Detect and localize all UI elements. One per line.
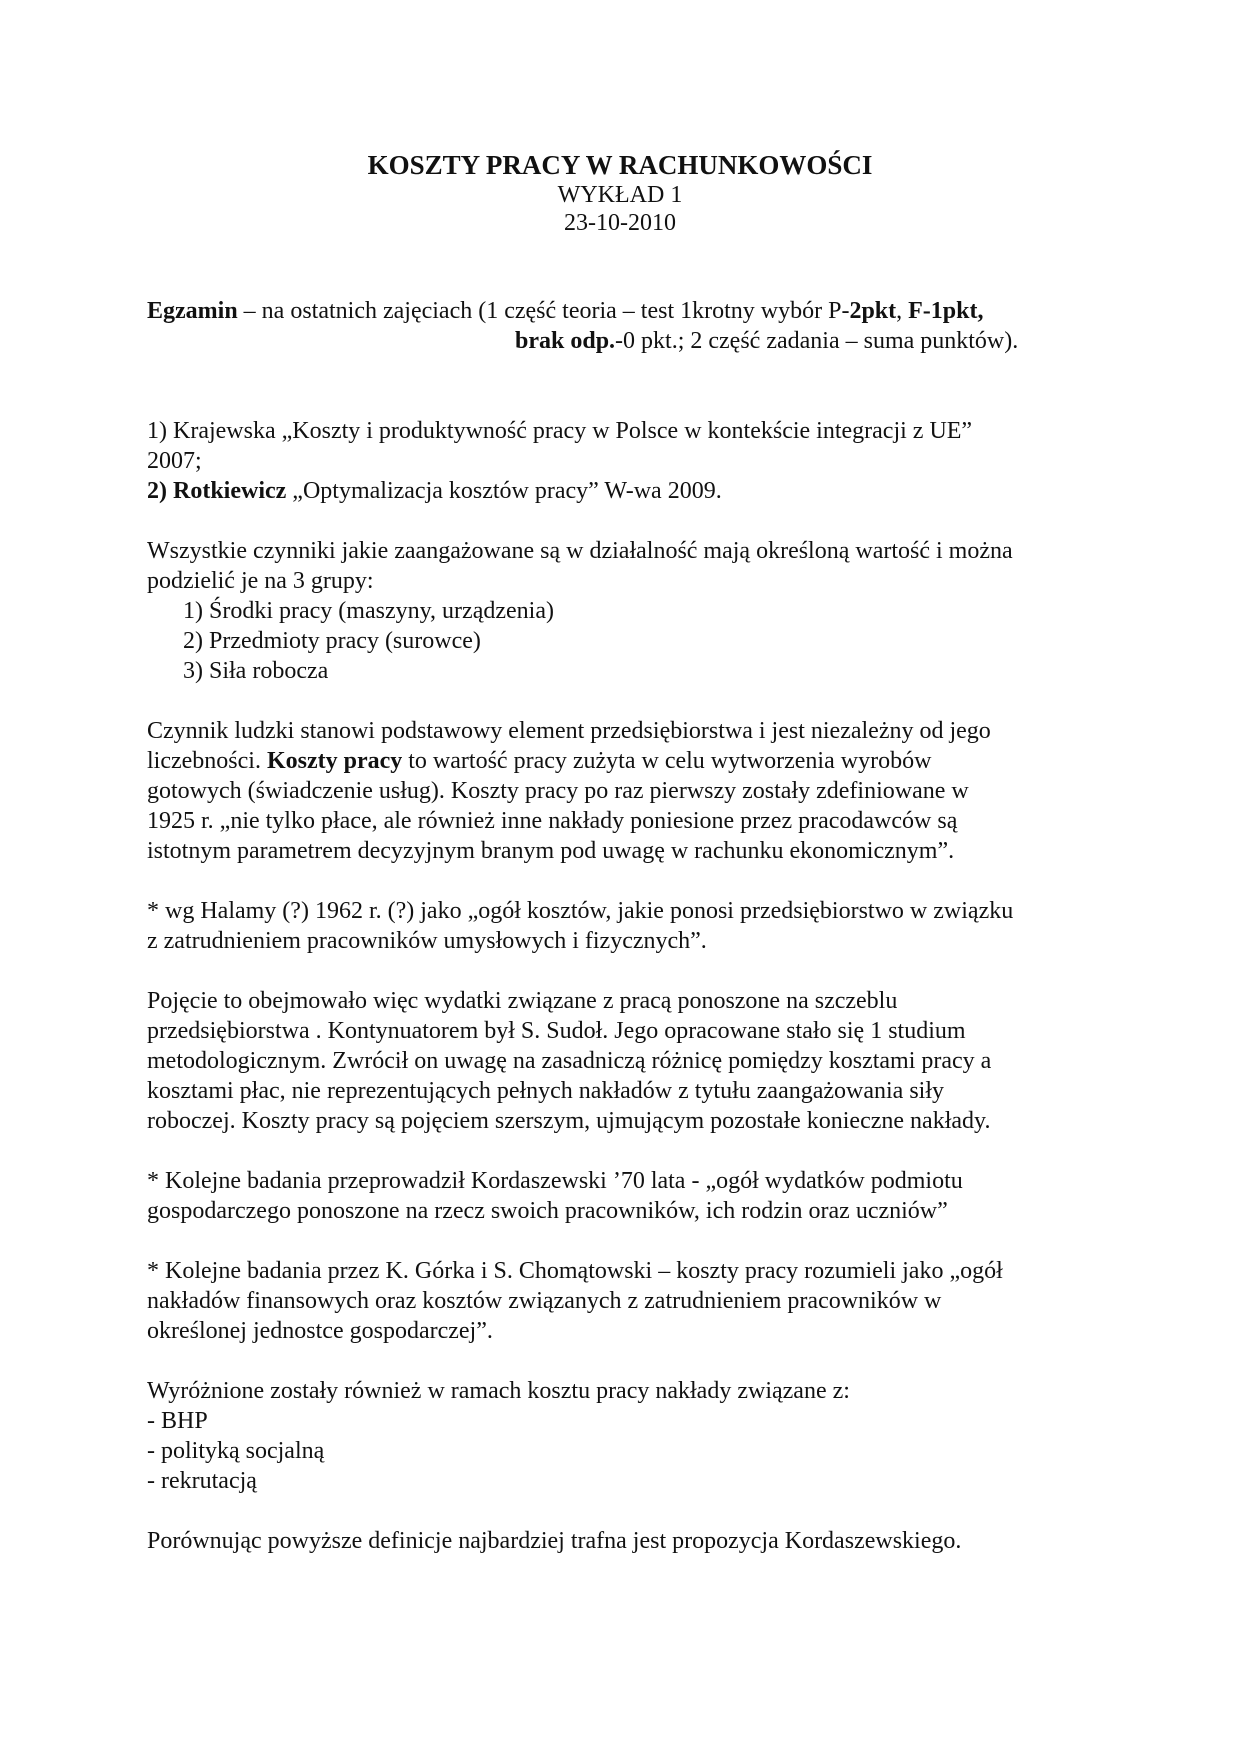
concept-line-4: kosztami płac, nie reprezentujących pełnych nakładów z tytułu zaangażowania siły	[147, 1078, 945, 1104]
exam-line-2	[515, 328, 1018, 355]
concept-line-2: przedsiębiorstwa . Kontynuatorem był S. Sudoł. Jego opracowane stało się 1 studium	[147, 1018, 966, 1044]
human-factor-line-2	[147, 748, 931, 775]
halama-line-2: z zatrudnieniem pracowników umysłowych i fizycznych”.	[147, 928, 707, 954]
factor-item: 3) Siła robocza	[183, 658, 329, 684]
literature-item-2	[147, 478, 722, 505]
literature-item-1-year: 2007;	[147, 448, 202, 474]
human-factor-line-3: gotowych (świadczenie usług). Koszty pracy po raz pierwszy zostały zdefiniowane w	[147, 778, 969, 804]
exam-f-score: F-1pkt,	[908, 298, 984, 324]
factors-intro-line-1: Wszystkie czynniki jakie zaangażowane są w działalność mają określoną wartość i można	[147, 538, 1013, 564]
kordaszewski-line-2: gospodarczego ponoszone na rzecz swoich pracowników, ich rodzin oraz uczniów”	[147, 1198, 948, 1224]
factors-intro-line-2: podzielić je na 3 grupy:	[147, 568, 374, 594]
halama-line-1: * wg Halamy (?) 1962 r. (?) jako „ogół kosztów, jakie ponosi przedsiębiorstwo w związku	[147, 898, 1014, 924]
exam-line-2-text: -0 pkt.; 2 część zadania – suma punktów).	[615, 328, 1019, 354]
gorka-line-3: określonej jednostce gospodarczej”.	[147, 1318, 493, 1344]
gorka-line-1: * Kolejne badania przez K. Górka i S. Chomątowski – koszty pracy rozumieli jako „ogół	[147, 1258, 1003, 1284]
distinguished-item: - rekrutacją	[147, 1468, 257, 1494]
concept-line-5: roboczej. Koszty pracy są pojęciem szerszym, ujmującym pozostałe konieczne nakłady.	[147, 1108, 991, 1134]
factor-item: 2) Przedmioty pracy (surowce)	[183, 628, 481, 654]
exam-no-answer: brak odp.	[515, 328, 616, 354]
conclusion: Porównując powyższe definicje najbardziej trafna jest propozycja Kordaszewskiego.	[147, 1528, 962, 1554]
labor-costs-term: Koszty pracy	[266, 748, 403, 774]
exam-line-1-text: – na ostatnich zajęciach (1 część teoria – test 1krotny wybór P-	[237, 298, 850, 324]
lecture-number: WYKŁAD 1	[557, 182, 683, 208]
exam-line-1	[147, 298, 983, 325]
factor-item: 1) Środki pracy (maszyny, urządzenia)	[183, 598, 554, 624]
lecture-date: 23-10-2010	[564, 210, 676, 236]
document-title: KOSZTY PRACY W RACHUNKOWOŚCI	[367, 150, 873, 180]
literature-item-2-author: 2) Rotkiewicz	[147, 478, 287, 504]
human-factor-line-5: istotnym parametrem decyzyjnym branym pod uwagę w rachunku ekonomicznym”.	[147, 838, 955, 864]
distinguished-item: - BHP	[147, 1408, 208, 1434]
human-factor-line-2-start: liczebności.	[147, 748, 267, 774]
human-factor-line-2-end: to wartość pracy zużyta w celu wytworzenia wyrobów	[402, 748, 932, 774]
distinguished-intro: Wyróżnione zostały również w ramach kosztu pracy nakłady związane z:	[147, 1378, 850, 1404]
human-factor-line-1: Czynnik ludzki stanowi podstawowy element przedsiębiorstwa i jest niezależny od jego	[147, 718, 991, 744]
exam-comma: ,	[896, 298, 909, 324]
exam-p-score: 2pkt	[849, 298, 897, 324]
distinguished-item: - polityką socjalną	[147, 1438, 325, 1464]
concept-line-3: metodologicznym. Zwrócił on uwagę na zasadniczą różnicę pomiędzy kosztami pracy a	[147, 1048, 992, 1074]
kordaszewski-line-1: * Kolejne badania przeprowadził Kordaszewski ’70 lata - „ogół wydatków podmiotu	[147, 1168, 963, 1194]
human-factor-line-4: 1925 r. „nie tylko płace, ale również inne nakłady poniesione przez pracodawców są	[147, 808, 958, 834]
gorka-line-2: nakładów finansowych oraz kosztów związanych z zatrudnieniem pracowników w	[147, 1288, 942, 1314]
literature-item-1: 1) Krajewska „Koszty i produktywność pracy w Polsce w kontekście integracji z UE”	[147, 418, 973, 444]
concept-line-1: Pojęcie to obejmowało więc wydatki związane z pracą ponoszone na szczeblu	[147, 988, 898, 1014]
exam-label: Egzamin	[147, 298, 238, 324]
literature-item-2-title: „Optymalizacja kosztów pracy” W-wa 2009.	[286, 478, 722, 504]
